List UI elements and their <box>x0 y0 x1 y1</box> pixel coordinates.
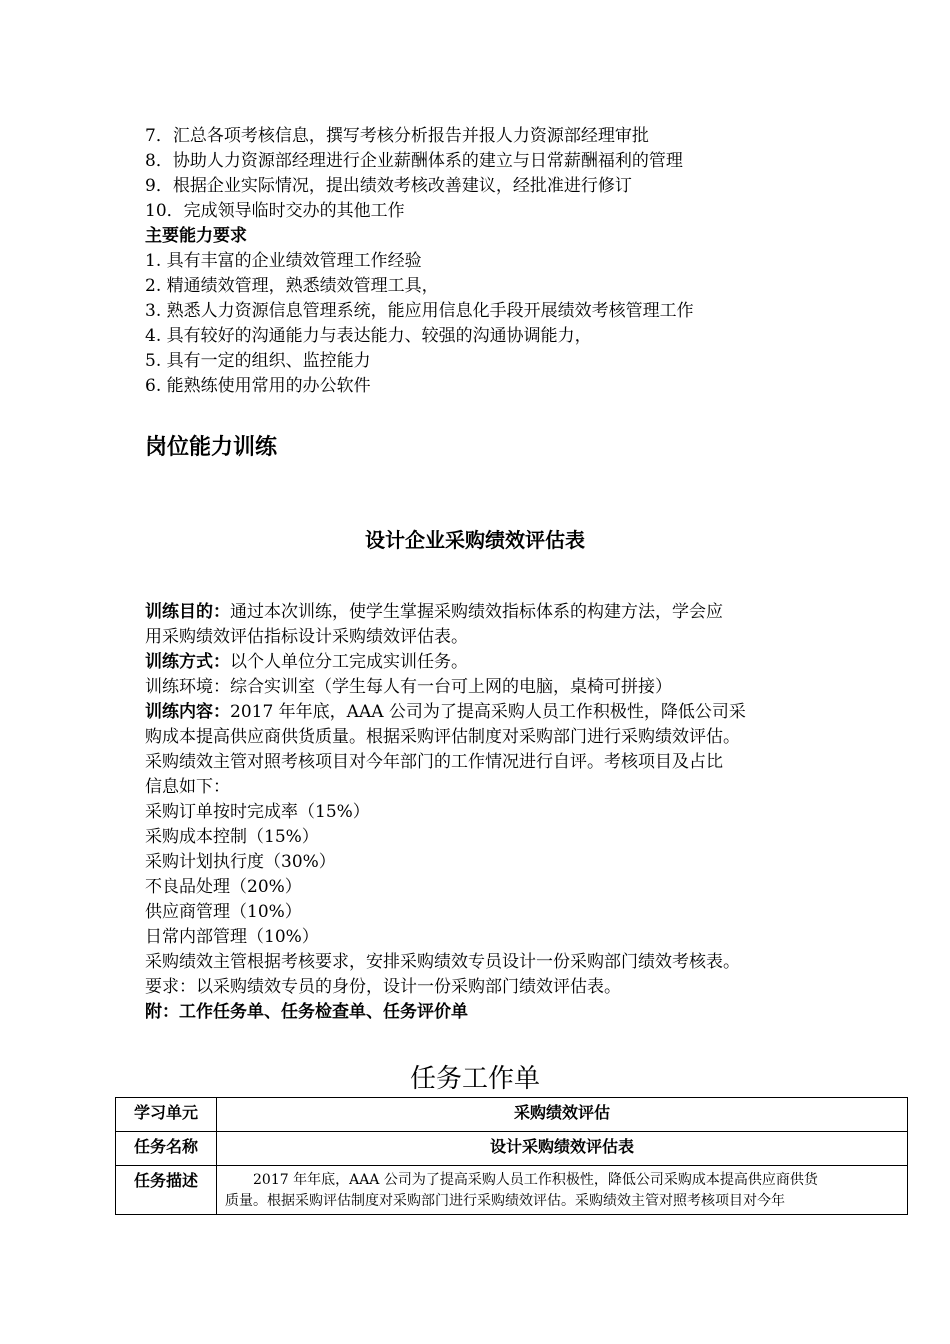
table-row <box>116 1166 908 1215</box>
duty-item: 9．根据企业实际情况，提出绩效考核改善建议，经批准进行修订 <box>145 176 632 196</box>
training-purpose <box>145 600 723 625</box>
duty-item: 10．完成领导临时交办的其他工作 <box>145 201 405 221</box>
assessment-item: 供应商管理（10%） <box>145 902 302 922</box>
row-value: 采购绩效评估 <box>217 1098 908 1132</box>
ability-item: 5. 具有一定的组织、监控能力 <box>145 351 371 371</box>
section-title: 岗位能力训练 <box>145 435 278 460</box>
task-description <box>217 1166 908 1215</box>
training-environment: 训练环境：综合实训室（学生每人有一台可上网的电脑，桌椅可拼接） <box>145 677 672 697</box>
table-row <box>116 1132 908 1166</box>
ability-item: 6. 能熟练使用常用的办公软件 <box>145 376 371 396</box>
content-text-cont: 采购绩效主管对照考核项目对今年部门的工作情况进行自评。考核项目及占比 <box>145 752 723 772</box>
row-label: 学习单元 <box>116 1098 217 1132</box>
attachment-text: 附：工作任务单、任务检查单、任务评价单 <box>145 1002 468 1022</box>
arrangement-text: 采购绩效主管根据考核要求，安排采购绩效专员设计一份采购部门绩效考核表。 <box>145 952 740 972</box>
task-worksheet-table <box>115 1097 908 1215</box>
content-label: 训练内容： <box>145 702 230 722</box>
table-row <box>116 1098 908 1132</box>
duty-item: 8．协助人力资源部经理进行企业薪酬体系的建立与日常薪酬福利的管理 <box>145 151 683 171</box>
assessment-item: 不良品处理（20%） <box>145 877 302 897</box>
ability-heading: 主要能力要求 <box>145 226 247 246</box>
purpose-text: 通过本次训练，使学生掌握采购绩效指标体系的构建方法，学会应 <box>230 602 723 622</box>
assessment-item: 采购成本控制（15%） <box>145 827 319 847</box>
ability-item: 4. 具有较好的沟通能力与表达能力、较强的沟通协调能力， <box>145 326 592 346</box>
ability-item: 2. 精通绩效管理，熟悉绩效管理工具， <box>145 276 439 296</box>
content-text: 2017 年年底，AAA 公司为了提高采购人员工作积极性，降低公司采 <box>230 702 746 722</box>
assessment-item: 采购计划执行度（30%） <box>145 852 336 872</box>
worksheet-title: 任务工作单 <box>409 1064 540 1094</box>
exercise-title: 设计企业采购绩效评估表 <box>365 528 585 552</box>
description-line: 质量。根据采购评估制度对采购部门进行采购绩效评估。采购绩效主管对照考核项目对今年 <box>225 1193 785 1209</box>
method-label: 训练方式： <box>145 652 230 672</box>
method-text: 以个人单位分工完成实训任务。 <box>230 652 468 672</box>
row-label: 任务描述 <box>116 1166 217 1215</box>
training-content <box>145 700 746 725</box>
ability-item: 3. 熟悉人力资源信息管理系统，能应用信息化手段开展绩效考核管理工作 <box>145 301 694 321</box>
row-value: 设计采购绩效评估表 <box>217 1132 908 1166</box>
duty-item: 7．汇总各项考核信息，撰写考核分析报告并报人力资源部经理审批 <box>145 126 649 146</box>
content-text-cont: 信息如下： <box>145 777 230 797</box>
assessment-item: 日常内部管理（10%） <box>145 927 319 947</box>
purpose-text-cont: 用采购绩效评估指标设计采购绩效评估表。 <box>145 627 468 647</box>
description-line: 2017 年年底，AAA 公司为了提高采购人员工作积极性，降低公司采购成本提高供应商供货 <box>253 1172 818 1188</box>
training-method <box>145 650 468 675</box>
purpose-label: 训练目的： <box>145 602 230 622</box>
requirement-text: 要求：以采购绩效专员的身份，设计一份采购部门绩效评估表。 <box>145 977 621 997</box>
assessment-item: 采购订单按时完成率（15%） <box>145 802 370 822</box>
content-text-cont: 购成本提高供应商供货质量。根据采购评估制度对采购部门进行采购绩效评估。 <box>145 727 740 747</box>
row-label: 任务名称 <box>116 1132 217 1166</box>
ability-item: 1. 具有丰富的企业绩效管理工作经验 <box>145 251 422 271</box>
